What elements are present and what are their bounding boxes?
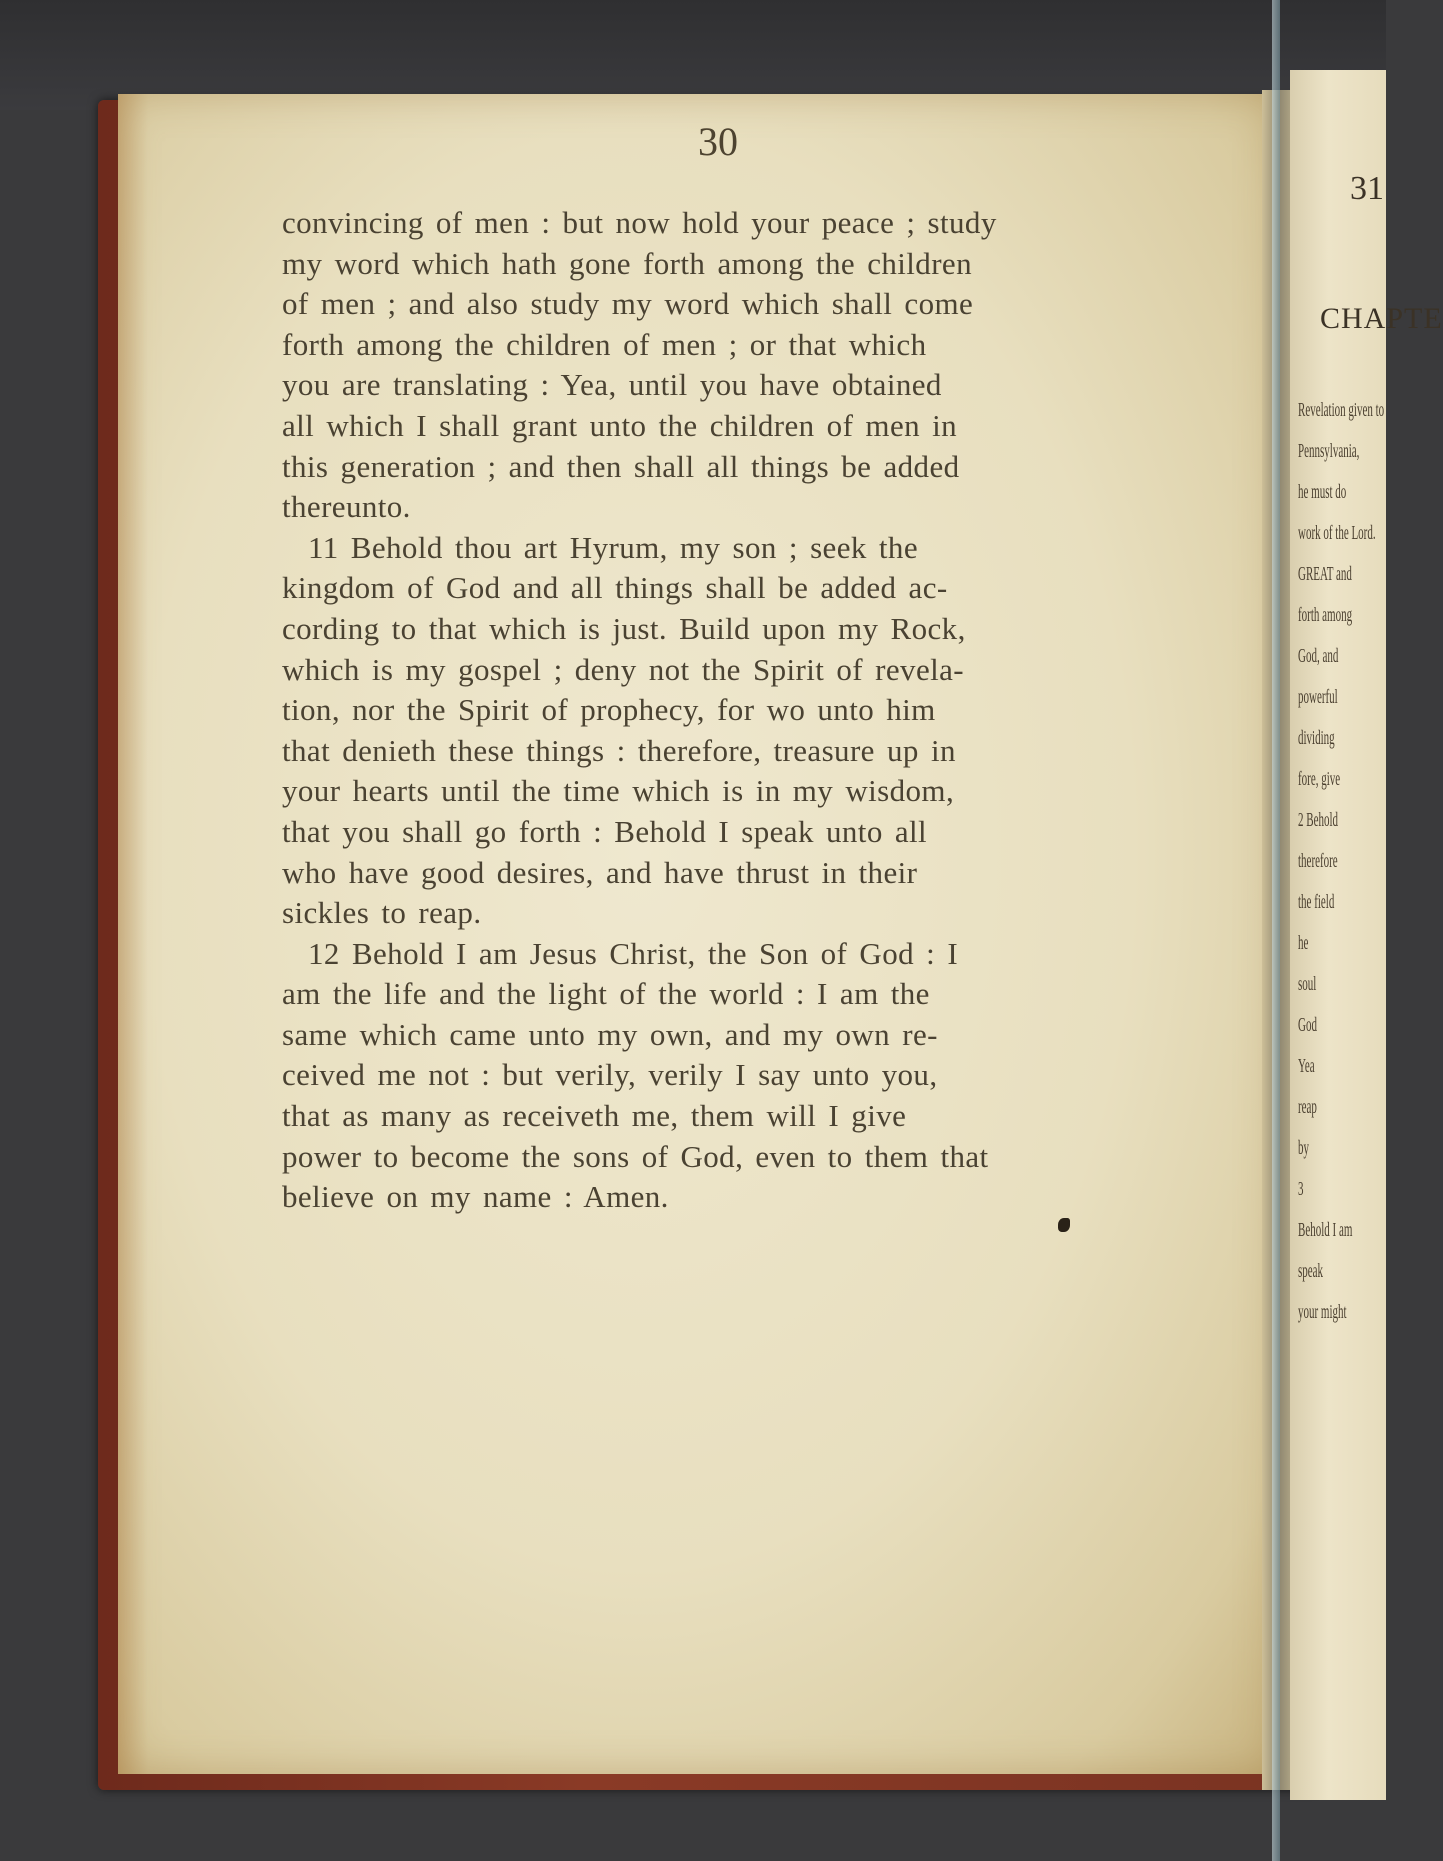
page-number: 30 (698, 119, 738, 164)
text-line: 2 Behold (1298, 809, 1339, 831)
text-line: which is my gospel ; deny not the Spirit of revela- (282, 651, 965, 687)
text-line: am the life and the light of the world : I am the (282, 976, 930, 1012)
text-line: that denieth these things : therefore, treasure up in (282, 732, 956, 768)
text-line: the field (1298, 891, 1335, 913)
text-line: fore, give (1298, 768, 1341, 790)
text-line: believe on my name : Amen. (282, 1179, 669, 1215)
text-line: forth among (1298, 604, 1353, 626)
right-page-text (1298, 390, 1418, 1333)
text-line: God, and (1298, 645, 1339, 667)
text-line: that as many as receiveth me, them will I give (282, 1098, 907, 1134)
text-line: cording to that which is just. Build upon my Rock, (282, 610, 966, 646)
text-line: dividing (1298, 727, 1335, 749)
text-line: your might (1298, 1301, 1347, 1323)
text-line: powerful (1298, 686, 1338, 708)
chapter-heading: CHAPTE (1320, 302, 1443, 335)
text-line: kingdom of God and all things shall be added ac- (282, 570, 948, 606)
text-line: therefore (1298, 850, 1338, 872)
text-line: he (1298, 932, 1309, 954)
text-line: Yea (1298, 1055, 1315, 1077)
text-line: same which came unto my own, and my own re- (282, 1016, 938, 1052)
text-line: ceived me not : but verily, verily I say unto you, (282, 1057, 938, 1093)
text-line: who have good desires, and have thrust in their (282, 854, 918, 890)
text-line: forth among the children of men ; or that which (282, 326, 927, 362)
text-line: speak (1298, 1260, 1324, 1282)
text-line: sickles to reap. (282, 895, 482, 931)
text-line: all which I shall grant unto the children of men in (282, 407, 958, 443)
text-line: you are translating : Yea, until you have obtained (282, 367, 942, 403)
text-line: my word which hath gone forth among the children (282, 245, 972, 281)
text-line: 11 Behold thou art Hyrum, my son ; seek the (308, 529, 918, 565)
text-line: that you shall go forth : Behold I speak unto all (282, 813, 928, 849)
right-page-number: 31 (1350, 170, 1384, 207)
right-page (1290, 70, 1443, 1800)
text-line: God (1298, 1014, 1317, 1036)
text-line: your hearts until the time which is in my wisdom, (282, 773, 955, 809)
text-line: 12 Behold I am Jesus Christ, the Son of God : I (308, 935, 959, 971)
text-line: work of the Lord. (1298, 522, 1376, 544)
text-line: GREAT and (1298, 563, 1352, 585)
text-line: power to become the sons of God, even to them that (282, 1138, 989, 1174)
text-line: Revelation given to (1298, 399, 1385, 421)
text-line: he must do (1298, 481, 1347, 503)
ink-smudge (1058, 1218, 1070, 1232)
text-line: convincing of men : but now hold your peace ; study (282, 205, 997, 240)
text-line: thereunto. (282, 489, 411, 525)
text-line: Behold I am (1298, 1219, 1353, 1241)
text-line: soul (1298, 973, 1317, 995)
text-line: Pennsylvania, (1298, 440, 1360, 462)
scanner-glass-edge (1272, 0, 1280, 1861)
page-body-text (282, 203, 1162, 1218)
text-line: this generation ; and then shall all things be added (282, 448, 960, 484)
text-line: reap (1298, 1096, 1317, 1118)
text-line: tion, nor the Spirit of prophecy, for wo unto him (282, 692, 936, 728)
text-line: by (1298, 1137, 1309, 1159)
text-line: 3 (1298, 1178, 1304, 1200)
text-line: of men ; and also study my word which shall come (282, 286, 974, 322)
